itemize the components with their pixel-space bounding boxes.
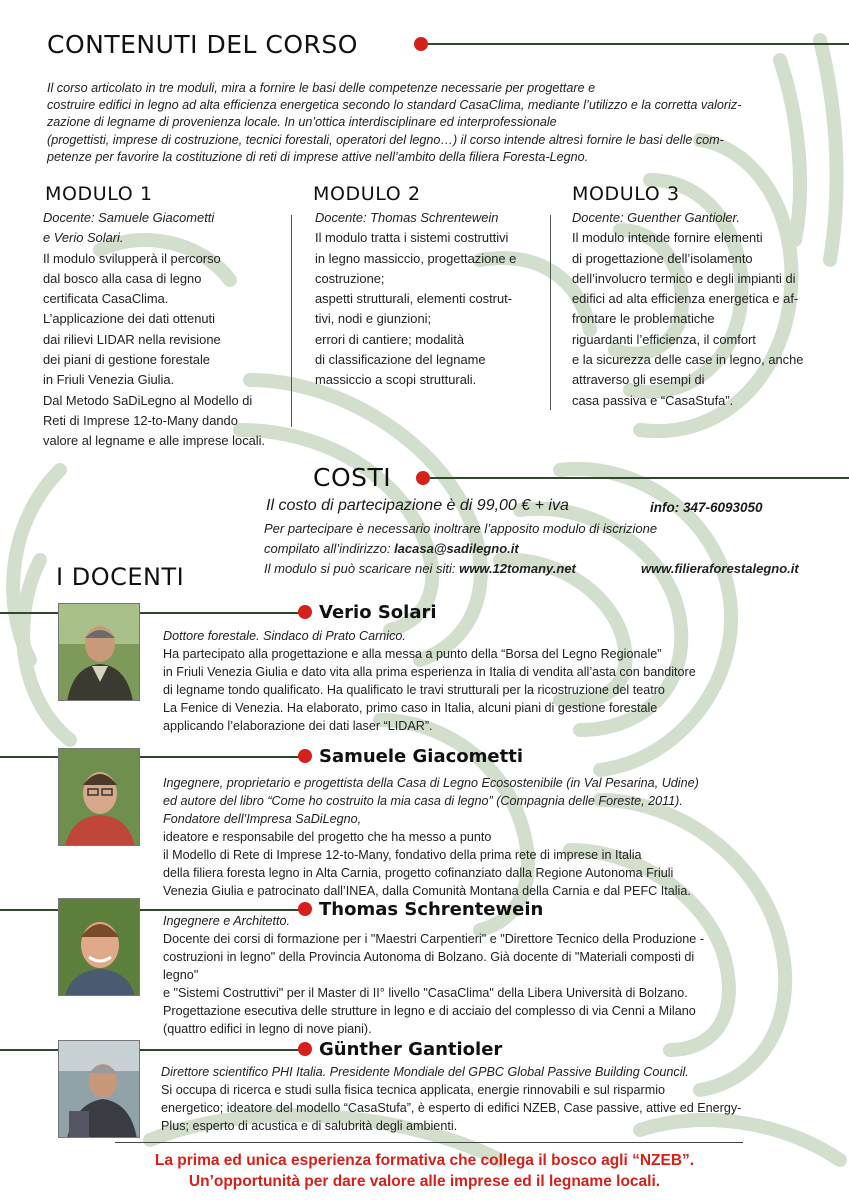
docente-rule: [0, 612, 300, 614]
module-line: dai rilievi LIDAR nella revisione: [43, 331, 221, 347]
footer-rule: [115, 1142, 743, 1143]
cost-price: Il costo di partecipazione è di 99,00 € + iva: [266, 497, 569, 514]
bio-line: Ha partecipato alla progettazione e alla messa a punto della “Borsa del Legno Regionale”: [163, 647, 662, 661]
module-1-title: MODULO 1: [45, 183, 153, 205]
module-line: edifici ad alta efficienza energetica e af-: [572, 291, 799, 307]
bio-line: in Friuli Venezia Giulia e dato vita alla prima esperienza in Italia di vendita all’asta con banditore: [163, 665, 696, 679]
docente-rule: [0, 756, 300, 758]
docente-name: Thomas Schrentewein: [319, 899, 544, 920]
docente-name: Günther Gantioler: [319, 1039, 503, 1060]
intro-line: Il corso articolato in tre moduli, mira a fornire le basi delle competenze necessarie per progettare e: [47, 81, 596, 95]
bio-line: Ingegnere, proprietario e progettista della Casa di Legno Ecosostenibile (in Val Pesarina, Udine): [163, 776, 699, 790]
docente-rule: [0, 909, 300, 911]
bio-line: La Fenice di Venezia. Ha elaborato, primo caso in Italia, alcuni piani di gestione forestale: [163, 701, 658, 715]
module-3-title: MODULO 3: [572, 183, 680, 205]
bio-line: Ingegnere e Architetto.: [163, 914, 290, 928]
module-line: frontare le problematiche: [572, 311, 715, 327]
cost-info-phone: info: 347-6093050: [650, 500, 763, 515]
intro-line: costruire edifici in legno ad alta efficienza energetica secondo lo standard CasaClima, mediante l’utilizzo e la corretta valoriz-: [47, 98, 742, 113]
email-link[interactable]: lacasa@sadilegno.it: [394, 541, 519, 556]
module-line: aspetti strutturali, elementi costrut-: [315, 291, 513, 307]
red-bullet-dot: [298, 749, 312, 763]
module-line: Dal Metodo SaDiLegno al Modello di: [43, 392, 253, 408]
module-line: dal bosco alla casa di legno: [43, 270, 202, 286]
module-line: Il modulo svilupperà il percorso: [43, 250, 221, 266]
module-line: massiccio a scopi strutturali.: [315, 372, 477, 388]
docente-bio: [161, 1063, 741, 1135]
module-divider: [550, 215, 551, 410]
cost-note-text: compilato all’indirizzo:: [264, 541, 395, 556]
module-line: Il modulo tratta i sistemi costruttivi: [315, 230, 509, 246]
module-line: di progettazione dell’isolamento: [572, 250, 753, 266]
bio-line: costruzioni in legno" della Provincia Autonoma di Bolzano. Già docente di "Materiali composti di: [163, 950, 695, 964]
module-divider: [291, 215, 292, 427]
website-link-12tomany[interactable]: www.12tomany.net: [459, 561, 576, 576]
bio-line: Si occupa di ricerca e studi sulla fisica tecnica applicata, energie rinnovabili e sul risparmio: [161, 1083, 665, 1097]
bio-line: Venezia Giulia e patrocinato dall’INEA, dalla Comunità Montana della Carnia e dal PEFC Italia.: [163, 884, 691, 898]
section-title-contenuti: CONTENUTI DEL CORSO: [47, 30, 358, 59]
bio-line: Dottore forestale. Sindaco di Prato Carnico.: [163, 629, 406, 643]
bio-line: Fondatore dell’Impresa SaDiLegno,: [163, 812, 362, 826]
docente-photo-thomas-schrentewein: [58, 898, 140, 996]
cost-note-1: Per partecipare è necessario inoltrare l’apposito modulo di iscrizione: [264, 521, 658, 536]
website-link-filiera[interactable]: www.filieraforestalegno.it: [641, 561, 799, 576]
red-bullet-dot: [414, 37, 428, 51]
bio-line: ed autore del libro “Come ho costruito la mia casa di legno” (Compagnia delle Foreste, 2011).: [163, 794, 683, 808]
bio-line: il Modello di Rete di Imprese 12-to-Many, fondativo della prima rete di imprese in Italia: [163, 848, 642, 862]
docente-bio: [163, 774, 699, 900]
docente-name: Samuele Giacometti: [319, 746, 524, 767]
cost-note-text: Il modulo si può scaricare nei siti:: [264, 561, 460, 576]
footer-line: Un’opportunità per dare valore alle imprese ed il legname locali.: [188, 1173, 661, 1190]
intro-line: (progettisti, imprese di costruzione, tecnici forestali, operatori del legno…) il corso intende altresì fornire le basi delle com-: [47, 132, 724, 147]
bio-line: ideatore e responsabile del progetto che ha messo a punto: [163, 830, 492, 844]
red-bullet-dot: [298, 605, 312, 619]
docente-name: Verio Solari: [319, 602, 437, 623]
module-line: L’applicazione dei dati ottenuti: [43, 311, 216, 327]
docente-bio: [163, 627, 696, 735]
module-line: tivi, nodi e giunzioni;: [315, 311, 432, 327]
bio-line: della filiera foresta legno in Alta Carnia, progetto cofinanziato dalla Regione Autonoma Friuli: [163, 866, 674, 880]
module-docente: Docente: Samuele Giacometti: [43, 210, 215, 225]
module-3-body: [572, 208, 803, 411]
intro-line: petenze per favorire la costituzione di reti di imprese attive nell’ambito della filiera Foresta-Legno.: [47, 149, 589, 164]
module-line: Reti di Imprese 12-to-Many dando: [43, 412, 238, 428]
section-title-docenti: I DOCENTI: [56, 563, 185, 591]
footer-tagline: [0, 1150, 849, 1192]
section-rule: [428, 43, 849, 45]
section-title-costi: COSTI: [313, 463, 392, 492]
bio-line: di legname tondo qualificato. Ha qualificato le travi strutturali per la ricostruzione del teatro: [163, 683, 665, 697]
bio-line: Direttore scientifico PHI Italia. Presidente Mondiale del GPBC Global Passive Building Council.: [161, 1065, 689, 1079]
red-bullet-dot: [416, 471, 430, 485]
module-docente: Docente: Thomas Schrentewein: [315, 210, 499, 225]
module-line: dell’involucro termico e degli impianti di: [572, 270, 796, 286]
bio-line: Docente dei corsi di formazione per i "Maestri Carpentieri" e "Direttore Tecnico della Produzione -: [163, 932, 704, 946]
module-line: riguardanti l’efficienza, il comfort: [572, 331, 756, 347]
module-line: in legno massiccio, progettazione e: [315, 250, 517, 266]
module-line: valore al legname e alle imprese locali.: [43, 433, 266, 449]
footer-line: La prima ed unica esperienza formativa che collega il bosco agli “NZEB”.: [154, 1152, 695, 1169]
bio-line: energetico; ideatore del modello “CasaStufa”, è esperto di edifici NZEB, Case passive, attive ed Energy-: [161, 1101, 742, 1115]
bio-line: e "Sistemi Costruttivi" per il Master di II° livello "CasaClima" della Libera Università di Bolzano.: [163, 986, 688, 1000]
module-line: di classificazione del legname: [315, 352, 486, 368]
bio-line: Progettazione esecutiva delle strutture in legno e di acciaio del complesso di via Cenni a Milano: [163, 1004, 696, 1018]
docente-photo-verio-solari: [58, 603, 140, 701]
docente-bio: [163, 912, 704, 1038]
module-docente: Docente: Guenther Gantioler.: [572, 210, 740, 225]
module-2-body: [315, 208, 516, 391]
module-docente: e Verio Solari.: [43, 230, 124, 246]
course-intro-paragraph: [47, 80, 807, 166]
module-1-body: [43, 208, 265, 452]
module-line: attraverso gli esempi di: [572, 372, 705, 388]
bio-line: legno": [163, 968, 199, 982]
section-rule: [430, 477, 849, 479]
module-line: Il modulo intende fornire elementi: [572, 230, 763, 246]
bio-line: applicando l’elaborazione dei dati laser “LIDAR”.: [163, 719, 433, 733]
cost-note-3: [264, 559, 576, 579]
bio-line: Plus; esperto di acustica e di salubrità degli ambienti.: [161, 1119, 458, 1133]
module-line: casa passiva e “CasaStufa”.: [572, 392, 734, 408]
module-line: e la sicurezza delle case in legno, anche: [572, 352, 804, 368]
docente-rule: [0, 1049, 300, 1051]
cost-note-2: [264, 539, 519, 559]
docente-photo-samuele-giacometti: [58, 748, 140, 846]
module-line: certificata CasaClima.: [43, 291, 169, 307]
intro-line: zazione di legname di provenienza locale. In un’ottica interdisciplinare ed interprofessionale: [47, 115, 557, 130]
module-line: errori di cantiere; modalità: [315, 331, 465, 347]
red-bullet-dot: [298, 1042, 312, 1056]
module-line: dei piani di gestione forestale: [43, 352, 210, 368]
module-2-title: MODULO 2: [313, 183, 421, 205]
bio-line: (quattro edifici in legno di nove piani).: [163, 1022, 372, 1036]
docente-photo-gunther-gantioler: [58, 1040, 140, 1138]
module-line: in Friuli Venezia Giulia.: [43, 372, 175, 388]
module-line: costruzione;: [315, 270, 385, 286]
